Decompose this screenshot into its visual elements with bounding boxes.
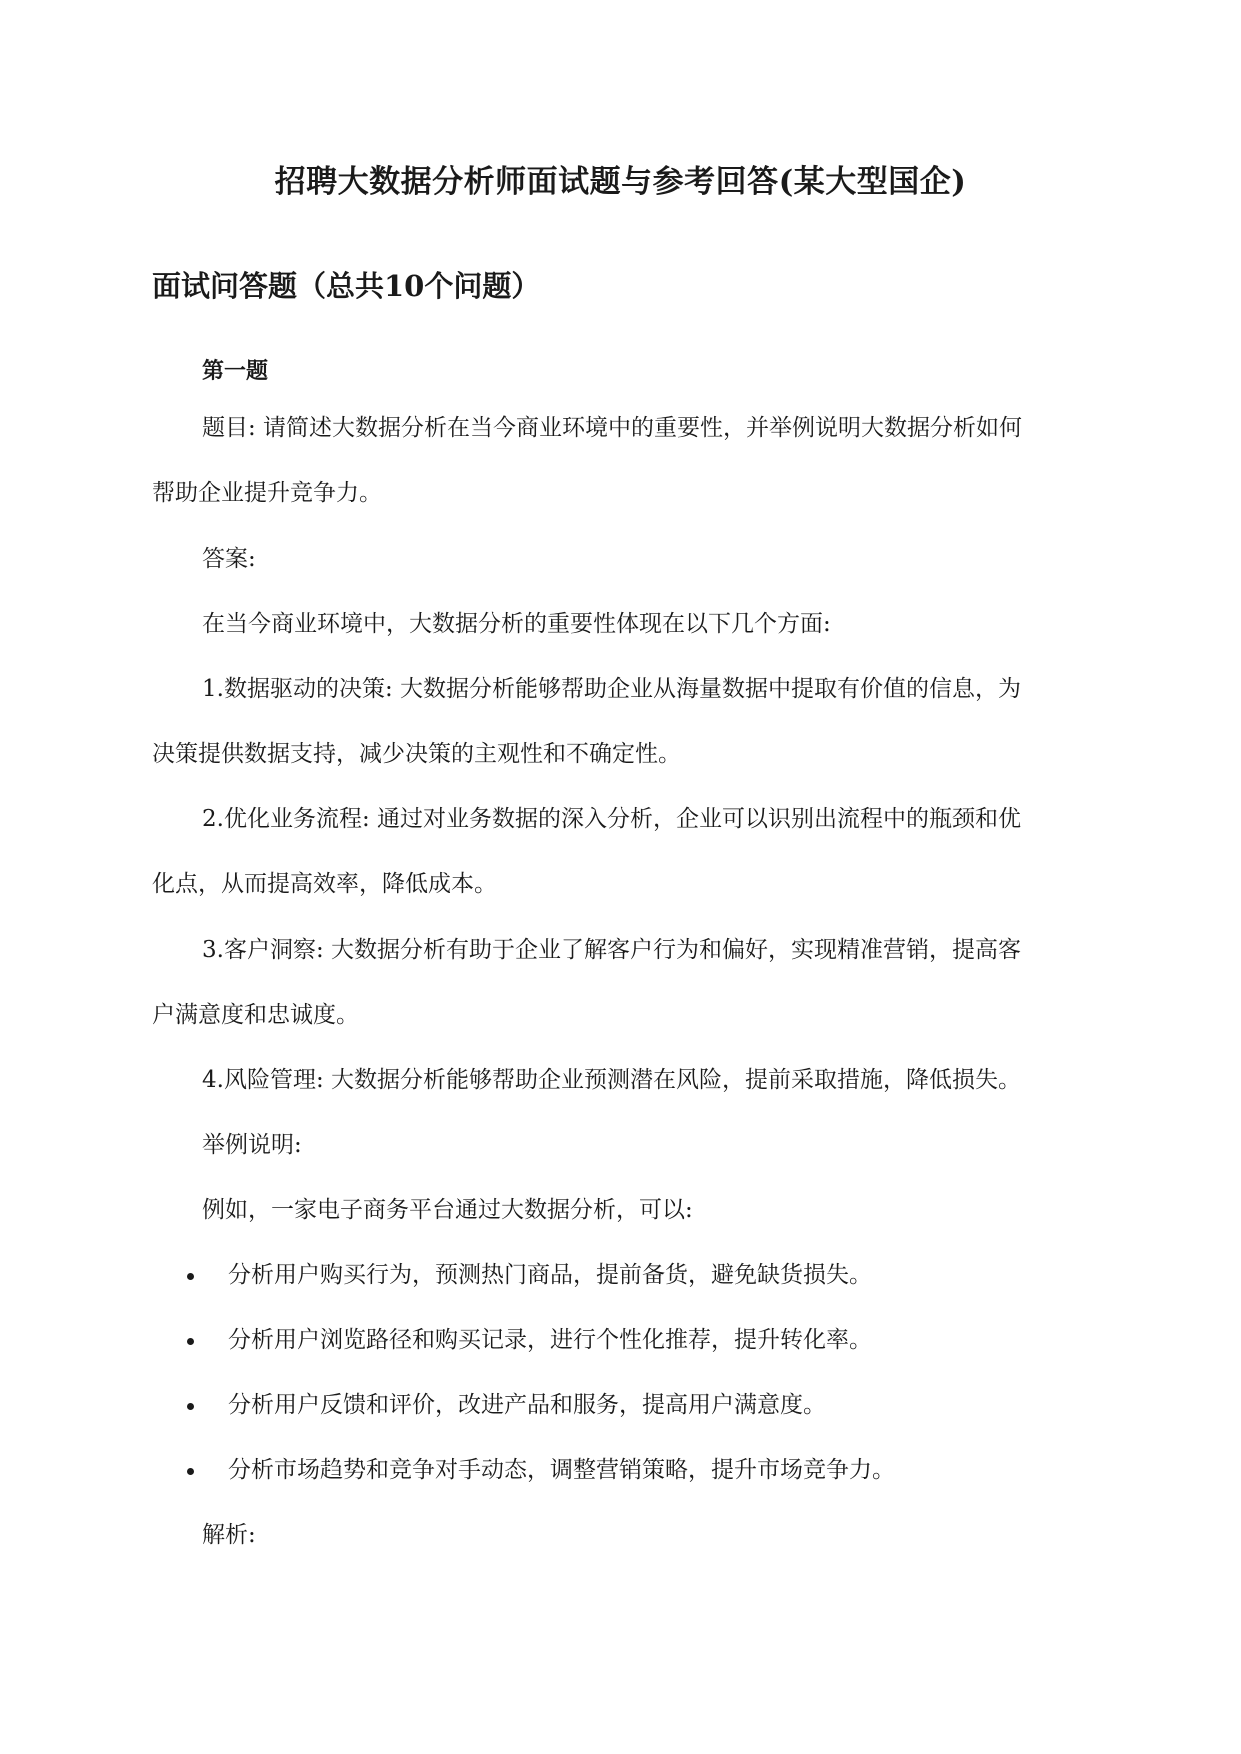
answer-label: 答案: [202,546,256,572]
list-item: 分析用户反馈和评价，改进产品和服务，提高用户满意度。 [228,1392,826,1418]
answer-point: 3.客户洞察: 大数据分析有助于企业了解客户行为和偏好，实现精准营销，提高客 [202,937,1022,963]
example-label: 举例说明: [202,1132,302,1158]
answer-point: 1.数据驱动的决策: 大数据分析能够帮助企业从海量数据中提取有价值的信息，为 [202,676,1022,702]
answer-point: 户满意度和忠诚度。 [152,1002,359,1028]
list-item: 分析用户浏览路径和购买记录，进行个性化推荐，提升转化率。 [228,1327,872,1353]
example-intro: 例如，一家电子商务平台通过大数据分析，可以: [202,1197,693,1223]
analysis-label: 解析: [202,1522,256,1548]
question-text-line: 题目: 请简述大数据分析在当今商业环境中的重要性，并举例说明大数据分析如何 [202,415,1023,441]
answer-point: 2.优化业务流程: 通过对业务数据的深入分析，企业可以识别出流程中的瓶颈和优 [202,806,1022,832]
bullet-dot-icon [187,1338,194,1345]
answer-point: 化点，从而提高效率，降低成本。 [152,871,497,897]
list-item: 分析市场趋势和竞争对手动态，调整营销策略，提升市场竞争力。 [228,1457,895,1483]
bullet-dot-icon [187,1403,194,1410]
list-item: 分析用户购买行为，预测热门商品，提前备货，避免缺货损失。 [228,1262,872,1288]
question-text-line: 帮助企业提升竞争力。 [152,480,382,506]
answer-point: 决策提供数据支持，减少决策的主观性和不确定性。 [152,741,681,767]
section-heading: 面试问答题（总共10个问题） [152,269,541,303]
answer-point: 4.风险管理: 大数据分析能够帮助企业预测潜在风险，提前采取措施，降低损失。 [202,1067,1022,1093]
bullet-dot-icon [187,1468,194,1475]
answer-intro: 在当今商业环境中，大数据分析的重要性体现在以下几个方面: [202,611,831,637]
document-title: 招聘大数据分析师面试题与参考回答(某大型国企) [274,164,967,200]
bullet-dot-icon [187,1273,194,1280]
question-heading: 第一题 [202,358,269,384]
